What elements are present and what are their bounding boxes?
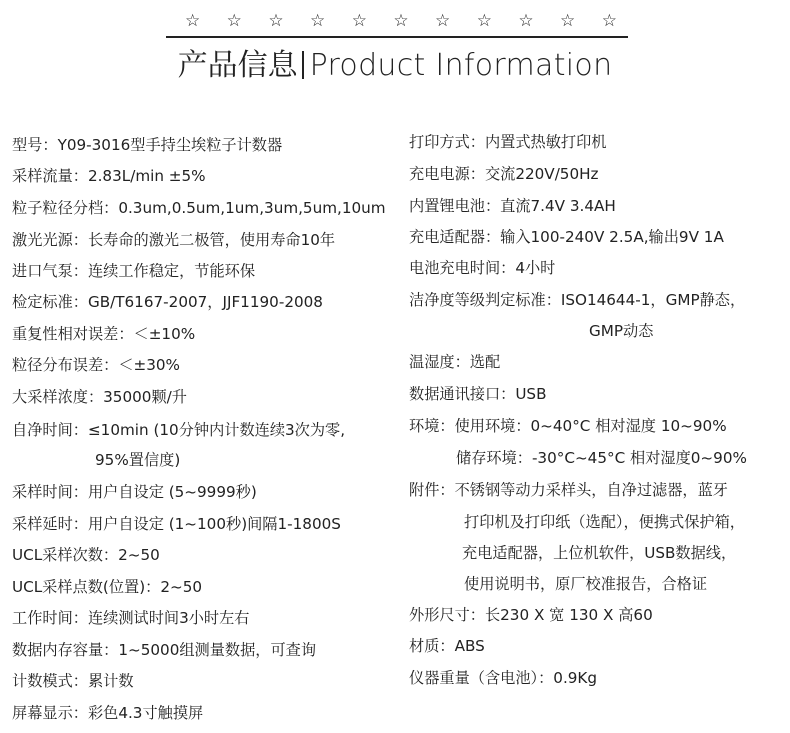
spec-temp-humidity: 温湿度：选配 [409, 353, 501, 371]
title-chinese: 产品信息 [177, 48, 298, 83]
star-icon: ☆ [185, 11, 201, 31]
spec-size-distribution-error: 粒径分布误差：＜±30% [12, 356, 180, 374]
spec-accessories-cont-1: 打印机及打印纸（选配），便携式保护箱， [464, 513, 745, 531]
spec-count-mode: 计数模式：累计数 [12, 672, 134, 690]
spec-print-method: 打印方式：内置式热敏打印机 [409, 133, 607, 151]
spec-repeatability-error: 重复性相对误差：＜±10% [12, 325, 196, 343]
star-icon: ☆ [476, 11, 492, 31]
spec-interface: 数据通讯接口：USB [409, 385, 547, 403]
title-english: Product Information [309, 48, 613, 83]
spec-self-clean-time: 自净时间：≤10min (10分钟内计数连续3次为零, [12, 421, 346, 439]
spec-environment-usage: 环境：使用环境：0~40°C 相对湿度 10~90% [409, 417, 727, 435]
spec-memory: 数据内存容量：1~5000组测量数据，可查询 [12, 641, 317, 659]
star-icon: ☆ [268, 11, 284, 31]
stars-decoration [185, 8, 617, 34]
spec-self-clean-time-cont: 95%置信度) [95, 451, 181, 469]
spec-flow-rate: 采样流量：2.83L/min ±5% [12, 167, 206, 185]
spec-cleanliness-standard: 洁净度等级判定标准：ISO14644-1，GMP静态， [409, 291, 746, 309]
spec-display: 屏幕显示：彩色4.3寸触摸屏 [12, 704, 204, 722]
spec-accessories-cont-3: 使用说明书，原厂校准报告，合格证 [464, 575, 707, 593]
spec-standard: 检定标准：GB/T6167-2007，JJF1190-2008 [12, 293, 323, 311]
star-icon: ☆ [310, 11, 326, 31]
spec-accessories-cont-2: 充电适配器，上位机软件，USB数据线， [462, 544, 737, 562]
star-icon: ☆ [518, 11, 534, 31]
spec-environment-storage: 储存环境：-30°C~45°C 相对湿度0~90% [456, 449, 747, 467]
spec-max-concentration: 大采样浓度：35000颗/升 [12, 388, 187, 406]
spec-charger: 充电适配器：输入100-240V 2.5A,输出9V 1A [409, 228, 724, 246]
spec-sampling-delay: 采样延时：用户自设定 (1~100秒)间隔1-1800S [12, 515, 341, 533]
star-icon: ☆ [226, 11, 242, 31]
spec-laser-source: 激光光源：长寿命的激光二极管，使用寿命10年 [12, 231, 336, 249]
spec-particle-sizes: 粒子粒径分档：0.3um,0.5um,1um,3um,5um,10um [12, 199, 386, 217]
spec-weight: 仪器重量（含电池）：0.9Kg [409, 669, 598, 687]
spec-battery: 内置锂电池：直流7.4V 3.4AH [409, 197, 616, 215]
spec-accessories: 附件：不锈钢等动力采样头，自净过滤器，蓝牙 [409, 481, 728, 499]
spec-cleanliness-standard-cont: GMP动态 [589, 322, 654, 340]
spec-power-supply: 充电电源：交流220V/50Hz [409, 165, 599, 183]
spec-material: 材质：ABS [409, 637, 485, 655]
star-icon: ☆ [560, 11, 576, 31]
page-title [0, 46, 790, 86]
spec-working-time: 工作时间：连续测试时间3小时左右 [12, 609, 250, 627]
star-icon: ☆ [351, 11, 367, 31]
spec-dimensions: 外形尺寸：长230 X 宽 130 X 高60 [409, 606, 653, 624]
spec-model: 型号：Y09-3016型手持尘埃粒子计数器 [12, 136, 283, 154]
spec-sampling-time: 采样时间：用户自设定 (5~9999秒) [12, 483, 257, 501]
spec-air-pump: 进口气泵：连续工作稳定，节能环保 [12, 262, 255, 280]
spec-ucl-times: UCL采样次数：2~50 [12, 546, 160, 564]
title-separator [302, 51, 304, 79]
star-icon: ☆ [601, 11, 617, 31]
star-icon: ☆ [435, 11, 451, 31]
spec-ucl-points: UCL采样点数(位置)：2~50 [12, 578, 203, 596]
spec-charge-time: 电池充电时间：4小时 [409, 259, 556, 277]
header-rule [166, 36, 628, 38]
star-icon: ☆ [393, 11, 409, 31]
